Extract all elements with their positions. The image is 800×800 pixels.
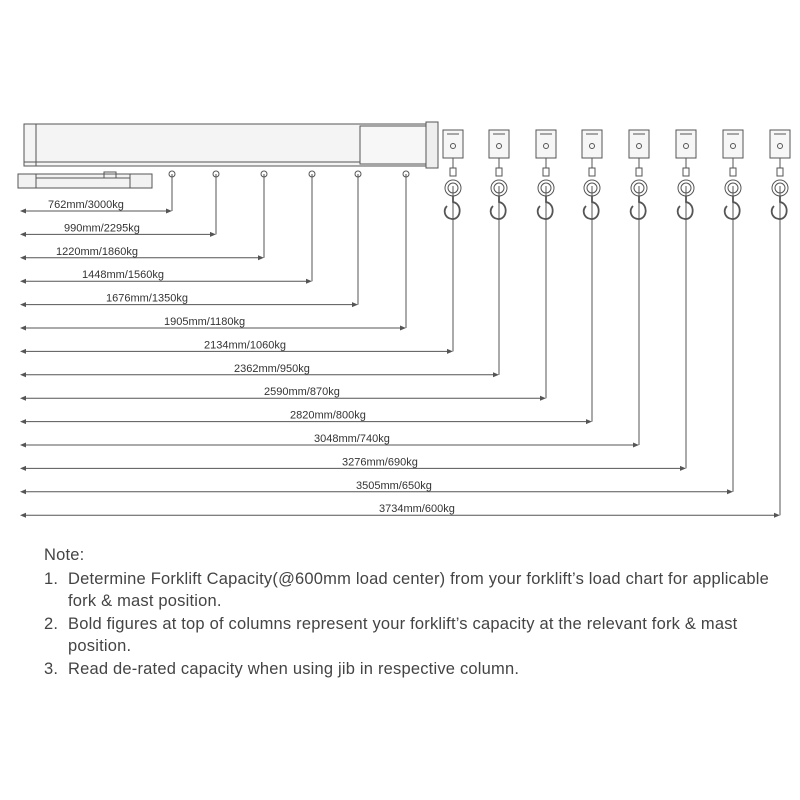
note-number: 2. [44, 614, 59, 633]
note-number: 3. [44, 659, 59, 678]
note-number: 1. [44, 569, 59, 588]
note-text: Bold figures at top of columns represent your forklift’s capacity at the relevant fork & mast position. [68, 614, 738, 655]
capacity-label: 3276mm/690kg [342, 456, 418, 469]
hook-icon [725, 196, 740, 219]
arrowhead-left-icon [20, 279, 26, 284]
capacity-label: 3505mm/650kg [356, 479, 432, 492]
hook-icon [584, 196, 599, 219]
note-item-2 [44, 613, 784, 658]
swivel [589, 168, 595, 176]
arrowhead-right-icon [774, 513, 780, 518]
swivel [777, 168, 783, 176]
capacity-row [20, 174, 358, 307]
hook-icon [538, 196, 553, 219]
arrowhead-left-icon [20, 326, 26, 331]
note-item-1 [44, 568, 784, 613]
arrowhead-left-icon [20, 466, 26, 471]
swivel [496, 168, 502, 176]
note-text: Read de-rated capacity when using jib in respective column. [68, 659, 520, 678]
arrowhead-right-icon [400, 326, 406, 331]
capacity-label: 3048mm/740kg [314, 433, 390, 445]
note-text: Determine Forklift Capacity(@600mm load center) from your forklift’s load chart for applicable fork & mast position. [68, 569, 770, 610]
capacity-label: 1220mm/1860kg [56, 245, 138, 258]
capacity-label: 762mm/3000kg [48, 199, 124, 211]
swivel [683, 168, 689, 176]
arrowhead-left-icon [20, 302, 26, 307]
arrowhead-right-icon [306, 279, 312, 284]
arrowhead-right-icon [540, 396, 546, 401]
capacity-label: 1905mm/1180kg [164, 316, 246, 328]
arrowhead-left-icon [20, 489, 26, 494]
arrowhead-right-icon [633, 443, 639, 448]
hook-icon [678, 196, 693, 219]
notes-section [44, 544, 784, 680]
fork-pocket [18, 174, 152, 188]
arrowhead-right-icon [493, 372, 499, 377]
arrowhead-right-icon [680, 466, 686, 471]
capacity-label: 2590mm/870kg [264, 386, 340, 399]
arrowhead-right-icon [586, 419, 592, 424]
capacity-arrows [20, 174, 780, 518]
jib-end-cap [426, 122, 438, 168]
arrowhead-right-icon [727, 489, 733, 494]
capacity-label: 3734mm/600kg [379, 503, 455, 516]
arrowhead-left-icon [20, 396, 26, 401]
arrowhead-left-icon [20, 349, 26, 354]
hook-icon [445, 196, 460, 219]
jib-extension [360, 126, 428, 164]
capacity-label: 1448mm/1560kg [82, 269, 164, 282]
arrowhead-left-icon [20, 255, 26, 260]
arrowhead-left-icon [20, 232, 26, 237]
arrowhead-left-icon [20, 443, 26, 448]
jib-hardware [18, 122, 438, 188]
capacity-label: 2362mm/950kg [234, 362, 310, 375]
arrowhead-right-icon [447, 349, 453, 354]
arrowhead-left-icon [20, 372, 26, 377]
arrowhead-right-icon [166, 209, 172, 214]
hook-icon [491, 196, 506, 219]
arrowhead-right-icon [258, 255, 264, 260]
arrowhead-left-icon [20, 209, 26, 214]
capacity-label: 1676mm/1350kg [106, 292, 188, 305]
hook-icon [631, 196, 646, 219]
arrowhead-right-icon [210, 232, 216, 237]
swivel [730, 168, 736, 176]
arrowhead-left-icon [20, 419, 26, 424]
capacity-label: 2134mm/1060kg [204, 339, 286, 352]
arrowhead-left-icon [20, 513, 26, 518]
hook-icon [772, 196, 787, 219]
swivel [450, 168, 456, 176]
swivel [636, 168, 642, 176]
notes-title: Note: [44, 546, 85, 564]
arrowhead-right-icon [352, 302, 358, 307]
note-item-3 [44, 658, 784, 681]
capacity-label: 990mm/2295kg [64, 222, 140, 235]
capacity-label: 2820mm/800kg [290, 409, 366, 422]
swivel [543, 168, 549, 176]
